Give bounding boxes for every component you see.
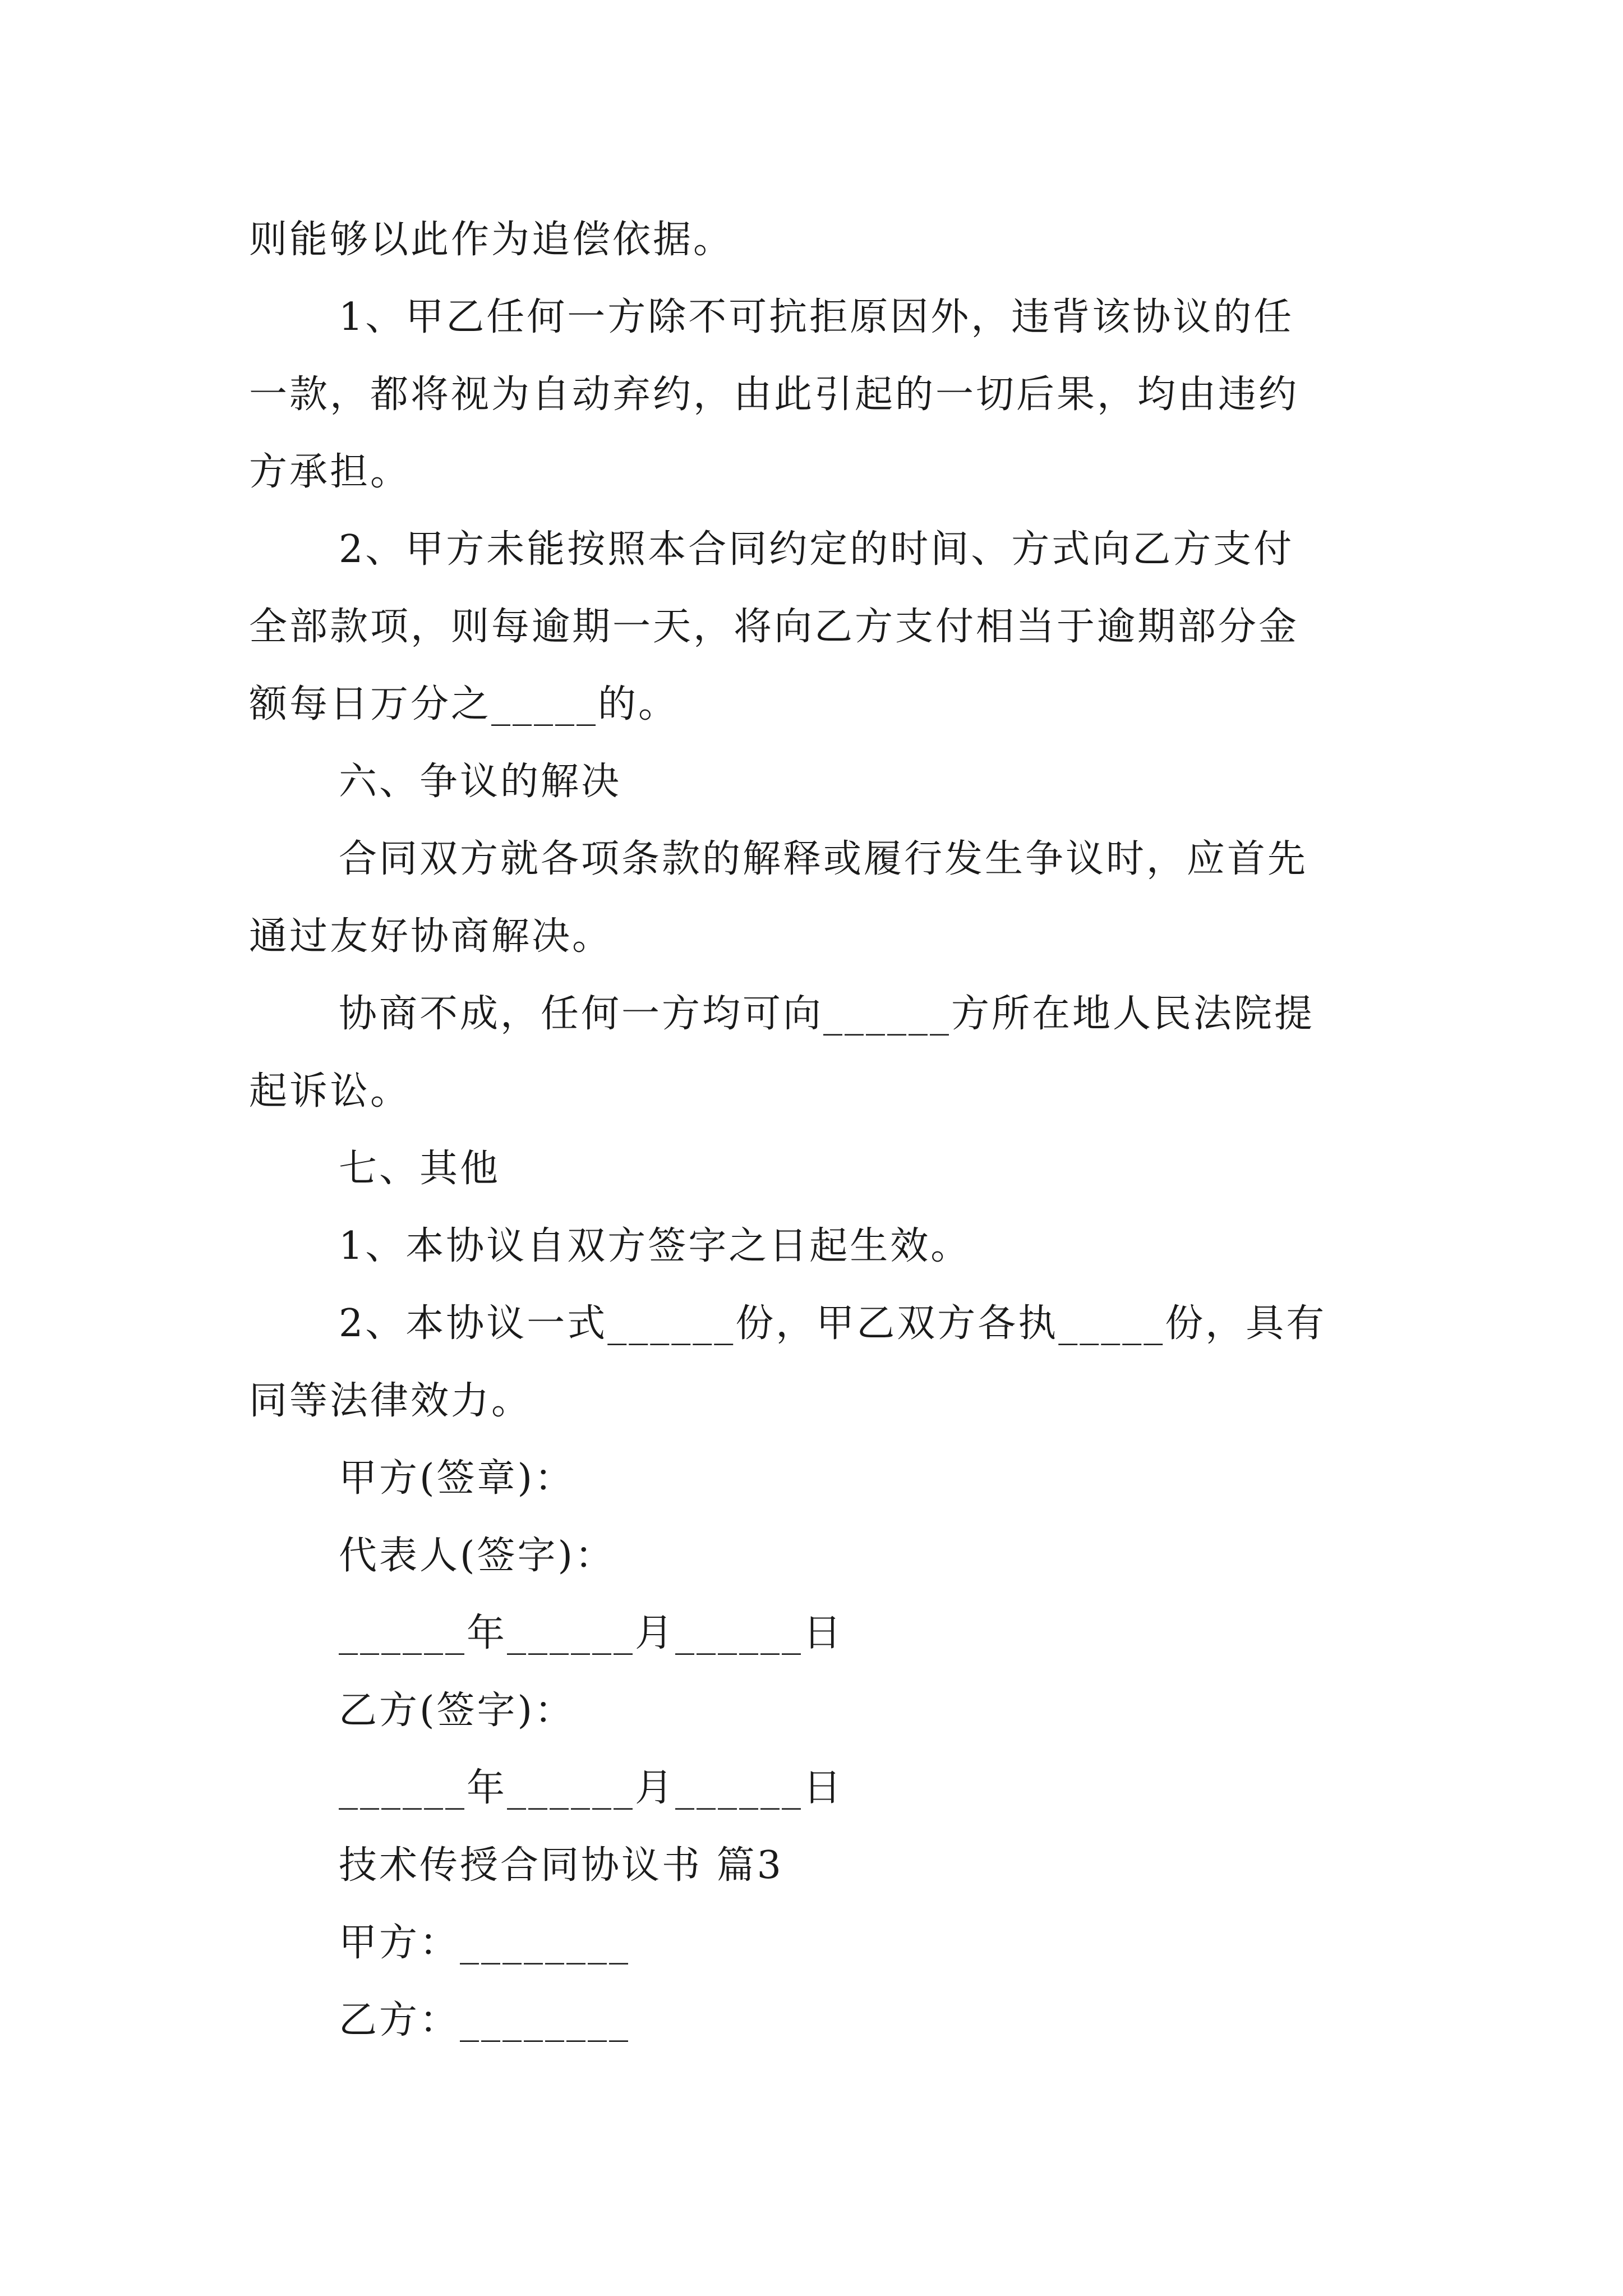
text-line: 方承担。 (249, 450, 411, 494)
text-line: 2、本协议一式______份，甲乙双方各执_____份，具有 (339, 1301, 1327, 1346)
signature-line: 乙方(签字)： (339, 1688, 575, 1733)
text-line: 1、本协议自双方签字之日起生效。 (339, 1224, 971, 1268)
text-line: 则能够以此作为追偿依据。 (249, 218, 734, 262)
section-heading: 六、争议的解决 (339, 760, 622, 804)
section-heading: 七、其他 (339, 1147, 501, 1191)
party-line: 甲方：________ (339, 1921, 631, 1965)
text-line: 合同双方就各项条款的解释或履行发生争议时，应首先 (339, 837, 1308, 881)
date-line: ______年______月______日 (339, 1766, 844, 1810)
signature-line: 甲方(签章)： (339, 1456, 575, 1501)
text-line: 2、甲方未能按照本合同约定的时间、方式向乙方支付 (339, 527, 1294, 572)
text-line: 额每日万分之_____的。 (249, 682, 679, 726)
text-line: 通过友好协商解决。 (249, 914, 613, 959)
text-line: 同等法律效力。 (249, 1379, 532, 1423)
text-line: 全部款项，则每逾期一天，将向乙方支付相当于逾期部分金 (249, 605, 1299, 649)
text-line: 1、甲乙任何一方除不可抗拒原因外，违背该协议的任 (339, 295, 1294, 339)
text-line: 一款，都将视为自动弃约，由此引起的一切后果，均由违约 (249, 372, 1299, 417)
party-line: 乙方：________ (339, 1998, 631, 2042)
document-title: 技术传授合同协议书 篇3 (339, 1843, 783, 1888)
signature-line: 代表人(签字)： (339, 1534, 616, 1578)
text-line: 协商不成，任何一方均可向______方所在地人民法院提 (339, 992, 1315, 1036)
text-line: 起诉讼。 (249, 1069, 411, 1114)
date-line: ______年______月______日 (339, 1611, 844, 1655)
